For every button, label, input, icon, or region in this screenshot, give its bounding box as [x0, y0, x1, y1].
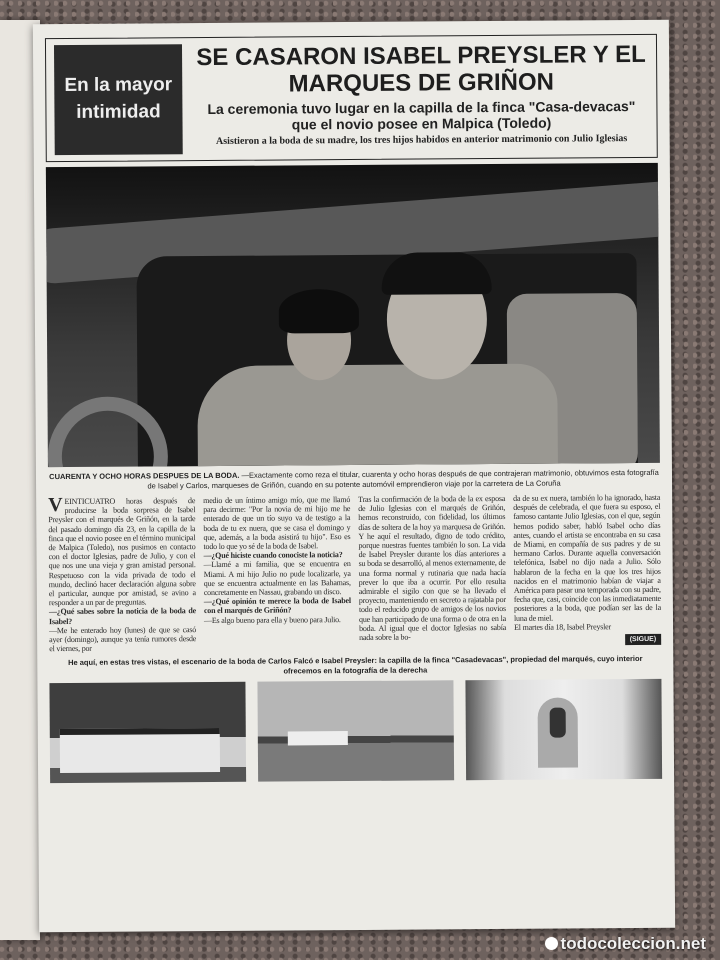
drop-cap: V [48, 494, 63, 517]
watermark: todocoleccion.net [545, 934, 706, 954]
article-header [45, 34, 658, 162]
photo-chapel-exterior [49, 682, 246, 783]
column-2: medio de un íntimo amigo mío, que me llamó para decirme: "Por la novia de mi hijo me he enterado de que un tío suyo va de testigo a la boda de tu ex nuera, que se casa el domingo y que, además, a la boda asistirá tu hijo". Eso es todo lo que yo sé de la boda de Isabel. —¿Qué hiciste cuando conociste la noticia? —Llamé a mi familia, que se encuentra en Miami. A mi hijo Julio no pude localizarle, ya que se encuentra actualmente en las Bahamas, concretamente en Nassau, grabando un disco. —¿Qué opinión te merece la boda de Isabel con el marqués de Griñón? —Es algo bueno para ella y bueno para Julio. [203, 495, 351, 625]
deck: Asistieron a la boda de su madre, los tres hijos habidos en anterior matrimonio con Julio Iglesias [215, 133, 628, 147]
column-3: Tras la confirmación de la boda de la ex esposa de Julio Iglesias con el marqués de Griñón, hemos reconstruido, con fidelidad, los últimos días de soltera de la hoy ya marquesa de Griñón. Y he aquí el resultado, digno de todo crédito, porque nuestras fuentes también lo son. La vida de Isabel Preysler durante los días anteriores a su boda se desarrolló, al menos externamente, de una forma normal y rutinaria que nada hacía prever lo que iba a ocurrir. Por ello resulta admirable el sigilo con que se ha llevado el proyecto, manteniendo en secreto a rajatabla por todo el reducido grupo de amigos de los novios que han participado de una forma o de otra en la boda. Al igual que el doctor Iglesias no sabía nada sobre la bo- [358, 493, 507, 643]
main-photo-couple-in-car [46, 163, 660, 467]
photo-chapel-interior [465, 679, 662, 780]
column-4: da de su ex nuera, también lo ha ignorado, hasta después de celebrada, el que fuera su esposo, el famoso cantante Julio Iglesias, con el que, según hemos podido saber, habló Isabel ocho días antes, cuando el artista se encontraba en su casa de Miami, en compañía de sus padres y de su hermano Carlos. Durante aquella conversación telefónica, Isabel no dijo nada a Julio. Sólo hablaron de la fecha en la que los tres hijos nacidos en el matrimonio habían de viajar a América para pasar una temporada con su padre, fecha que, casi, coincide con las inmediatamente posteriores a la boda, que podían ser las de la luna de miel. El martes día 18, Isabel Preysler (SIGUE) [513, 493, 661, 646]
kicker-box: En la mayor intimidad [54, 44, 183, 155]
bottom-caption: He aquí, en estas tres vistas, el escenario de la boda de Carlos Falcó e Isabel Preysler: la capilla de la finca "Casadevacas", propiedad del marqués, cuyo interior ofrecemos en la fotografía de la derecha [68, 654, 643, 676]
subheadline: La ceremonia tuvo lugar en la capilla de la finca "Casa-devacas" que el novio posee en Malpica (Toledo) [207, 98, 636, 133]
headline-block [194, 41, 649, 154]
column-1: VEINTICUATRO horas después de producirse la boda sorpresa de Isabel Preysler con el marqués de Griñón, en la tarde del pasado domingo día 23, en la capilla de la finca que el novio posee en el término municipal de Malpica (Toledo), nos pusimos en contacto con el doctor Iglesias, padre de Julio, y con el que nos une una vieja y gran amistad personal. Respetuoso con la vida privada de todo el mundo, declinó hacer declaración alguna sobre el particular, aunque por amistad, se avino a responder a un par de preguntas. —¿Qué sabes sobre la noticia de la boda de Isabel? —Me he enterado hoy (lunes) de que se casó ayer (domingo), aunque ya tenía rumores desde el viernes, por [48, 494, 197, 654]
watermark-logo-icon [545, 937, 558, 950]
continued-badge: (SIGUE) [625, 634, 662, 645]
photo-finca-landscape [257, 681, 454, 782]
article-body [48, 493, 661, 654]
caption-lead: CUARENTA Y OCHO HORAS DESPUES DE LA BODA. [49, 470, 240, 482]
photo-strip [49, 679, 662, 783]
headline: SE CASARON ISABEL PREYSLER Y EL MARQUES DE GRIÑON [196, 40, 646, 98]
caption-text: —Exactamente como reza el titular, cuarenta y ocho horas después de que contrajeran matrimonio, obtuvimos esta fotografía de Isabel y Carlos, marqueses de Griñón, cuando en su potente automóvil emprendieron viaje por la carretera de La Coruña [147, 467, 659, 491]
magazine-page [33, 20, 675, 932]
photo-caption [48, 468, 660, 492]
